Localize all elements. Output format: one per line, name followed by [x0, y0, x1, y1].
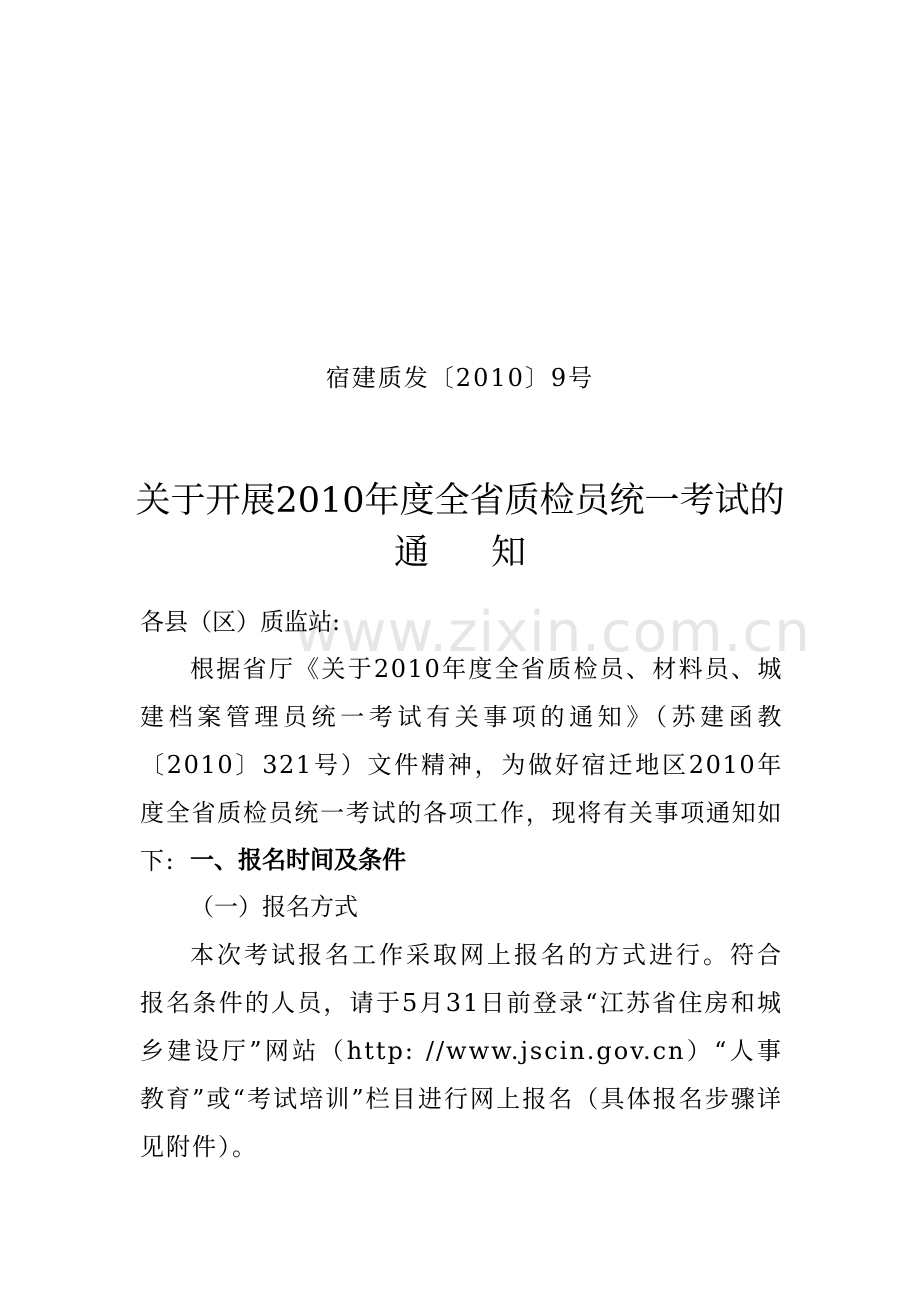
title-line-2: 通知 [393, 533, 588, 573]
title-line-1: 关于开展2010年度全省质检员统一考试的 [135, 481, 785, 521]
salutation: 各县（区）质监站: [140, 608, 341, 636]
section-heading-1: 一、报名时间及条件 [190, 846, 406, 874]
document-number: 宿建质发〔2010〕9号 [325, 364, 595, 392]
watermark: www.zixin.com.cn [294, 600, 811, 665]
document-title [120, 475, 800, 579]
paragraph-registration: 本次考试报名工作采取网上报名的方式进行。符合报名条件的人员，请于5月31日前登录“江苏省住房和城乡建设厅”网站（http: //www.jscin.gov.cn）“人事教育”或“考试培训”栏目进行网上报名（具体报名步骤详见附件）。 [140, 941, 783, 1161]
paragraph-intro: 根据省厅《关于2010年度全省质检员、材料员、城建档案管理员统一考试有关事项的通知》（苏建函教〔2010〕321号）文件精神，为做好宿迁地区2010年度全省质检员统一考试的各项工作，现将有关事项通知如下: [140, 655, 783, 875]
subsection-heading-1: （一）报名方式 [190, 893, 358, 921]
